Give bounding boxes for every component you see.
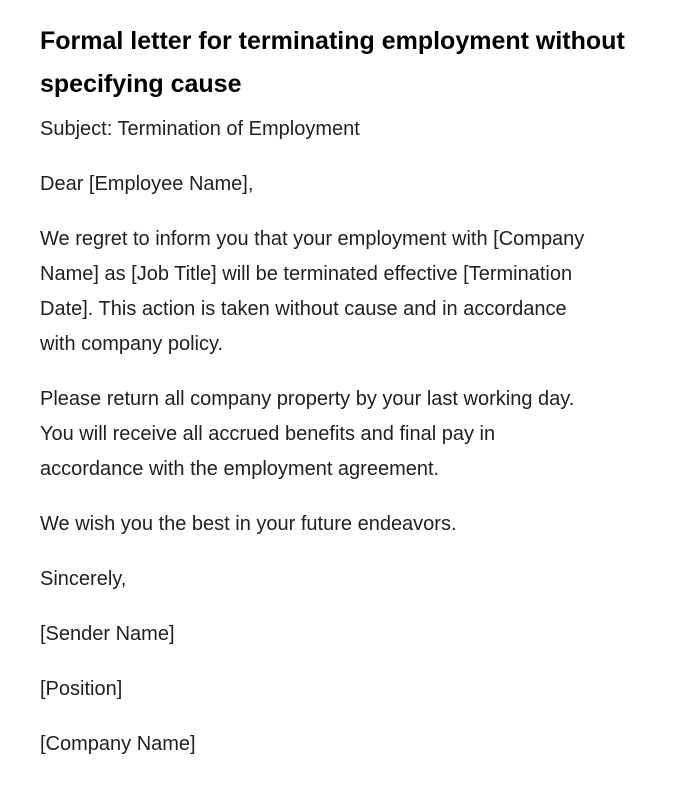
letter-closing: Sincerely, [40,568,127,590]
letter-paragraph: We wish you the best in your future endeavors. [40,513,457,535]
letter-salutation: Dear [Employee Name], [40,173,254,195]
letter-body [40,112,700,762]
letter-paragraph: Please return all company property by your last working day. You will receive all accrued benefits and final pay in accordance with the employment agreement. [40,388,575,480]
letter-paragraph: We regret to inform you that your employment with [Company Name] as [Job Title] will be terminated effective [Termination Date]. This action is taken without cause and in accordance with company policy. [40,228,585,355]
letter-sender-title: [Position] [40,678,123,700]
page-title: Formal letter for terminating employment without specifying cause [40,27,625,98]
letter-subject-line: Subject: Termination of Employment [40,118,360,140]
letter-sender-name: [Sender Name] [40,623,175,645]
letter-company-name: [Company Name] [40,733,196,755]
